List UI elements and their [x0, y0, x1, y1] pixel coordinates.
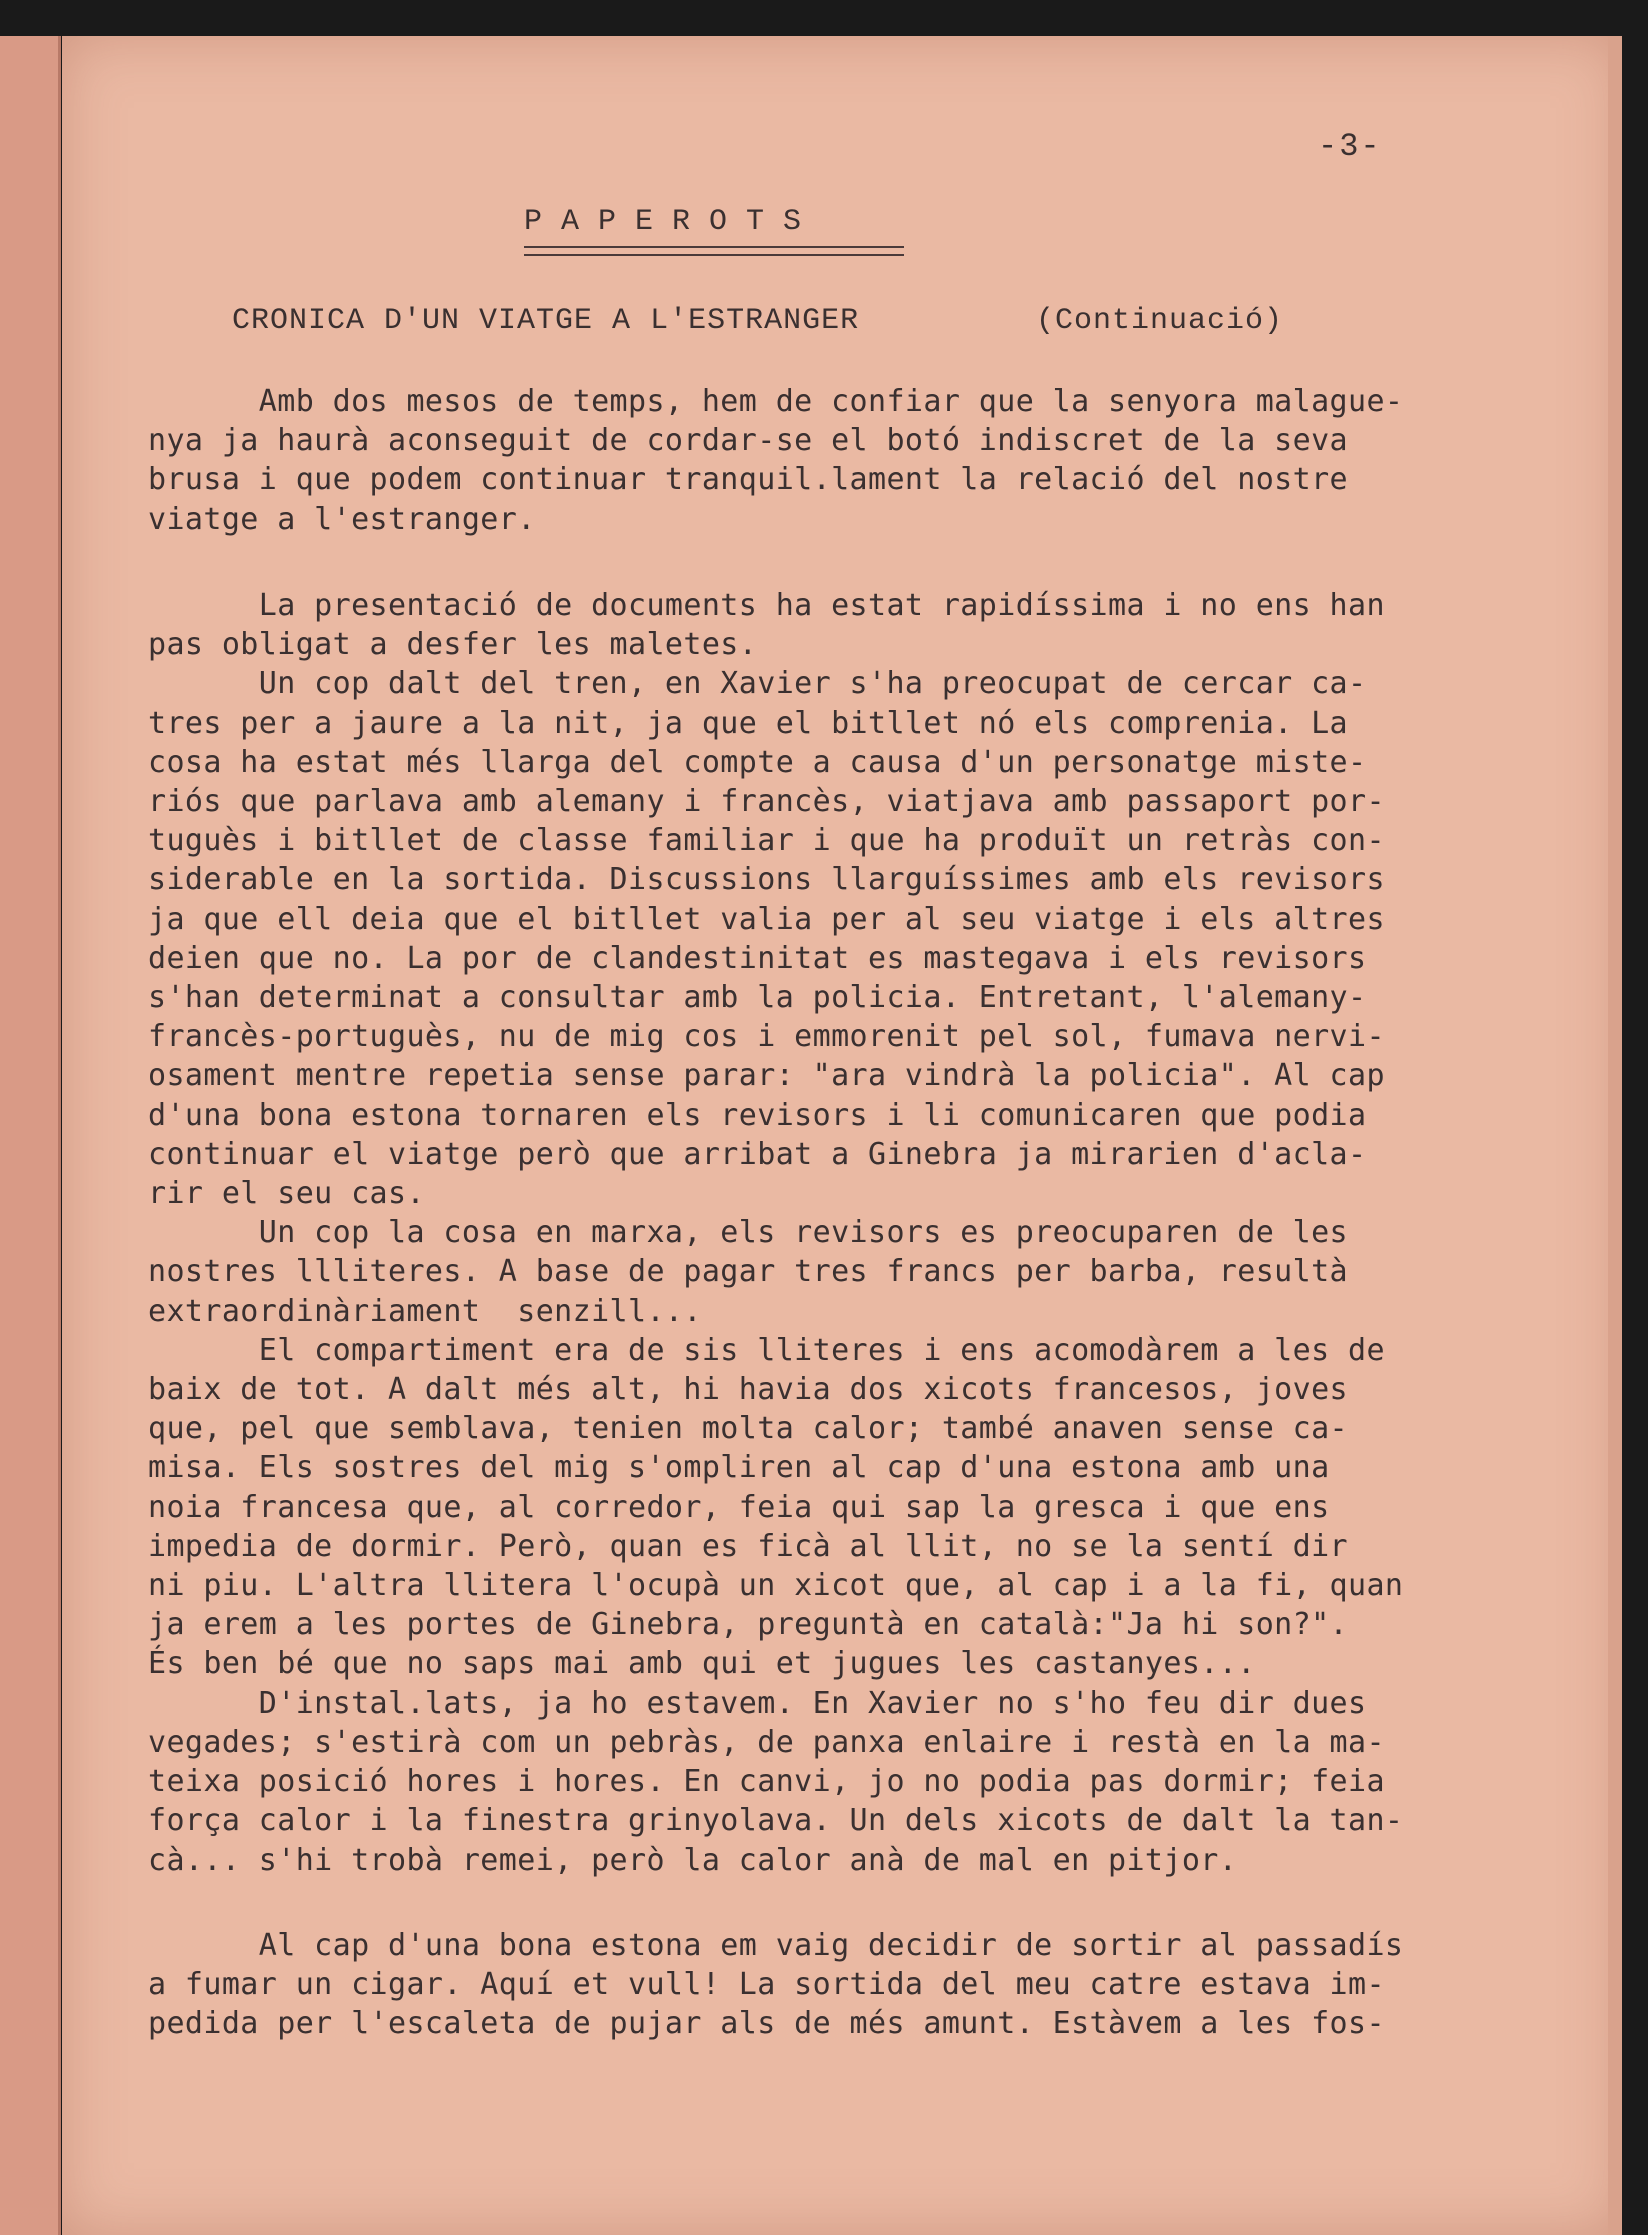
page-number: -3- [1318, 128, 1382, 165]
article-title: CRONICA D'UN VIATGE A L'ESTRANGER [232, 304, 860, 338]
paragraph-2: La presentació de documents ha estat rapidíssima i no ens han pas obligat a desfer les maletes. Un cop dalt del tren, en Xavier s'ha preocupat de cercar ca- tres per a jaure a la nit, ja que el bitllet nó els comprenia. La cosa ha estat més llarga del compte a causa d'un personatge miste- riós que parlava amb alemany i francès, viatjava amb passaport por- tuguès i bitllet de classe familiar i que ha produït un retràs con- siderable en la sortida. Discussions llarguíssimes amb els revisors ja que ell deia que el bitllet valia per al seu viatge i els altres deien que no. La por de clandestinitat es mastegava i els revisors s'han determinat a consultar amb la policia. Entretant, l'alemany- francès-portuguès, nu de mig cos i emmorenit pel sol, fumava nervi- osament mentre repetia sense parar: "ara vindrà la policia". Al cap d'una bona estona tornaren els revisors i li comunicaren que podia continuar el viatge però que arribat a Ginebra ja mirarien d'acla- rir el seu cas. Un cop la cosa en marxa, els revisors es preocuparen de les nostres llliteres. A base de pagar tres francs per barba, resultà extraordinàriament senzill... El compartiment era de sis lliteres i ens acomodàrem a les de baix de tot. A dalt més alt, hi havia dos xicots francesos, joves que, pel que semblava, tenien molta calor; també anaven sense ca- misa. Els sostres del mig s'ompliren al cap d'una estona amb una noia francesa que, al corredor, feia qui sap la gresca i que ens impedia de dormir. Però, quan es ficà al llit, no se la sentí dir ni piu. L'altra llitera l'ocupà un xicot que, al cap i a la fi, quan ja erem a les portes de Ginebra, preguntà en català:"Ja hi son?". És ben bé que no saps mai amb qui et jugues les castanyes... D'instal.lats, ja ho estavem. En Xavier no s'ho feu dir dues vegades; s'estirà com un pebràs, de panxa enlaire i restà en la ma- teixa posició hores i hores. En canvi, jo no podia pas dormir; feia força calor i la finestra grinyolava. Un dels xicots de dalt la tan- cà... s'hi trobà remei, però la calor anà de mal en pitjor. [148, 588, 1404, 1878]
paragraph-1: Amb dos mesos de temps, hem de confiar que la senyora malague- nya ja haurà aconseguit de cordar-se el botó indiscret de la seva brusa i que podem continuar tranquil.lament la relació del nostre viatge a l'estranger. [148, 384, 1404, 537]
article-title-note: (Continuació) [1036, 304, 1284, 338]
page-edge-shadow [1608, 36, 1622, 2235]
section-header [524, 204, 904, 256]
header-double-underline [524, 246, 904, 256]
adjacent-page-edge [0, 36, 61, 2235]
section-header-title: PAPEROTS [524, 205, 821, 239]
paragraph-3: Al cap d'una bona estona em vaig decidir de sortir al passadís a fumar un cigar. Aquí et vull! La sortida del meu catre estava im- pedida per l'escaleta de pujar als de més amunt. Estàvem a les fos- [148, 1928, 1404, 2042]
